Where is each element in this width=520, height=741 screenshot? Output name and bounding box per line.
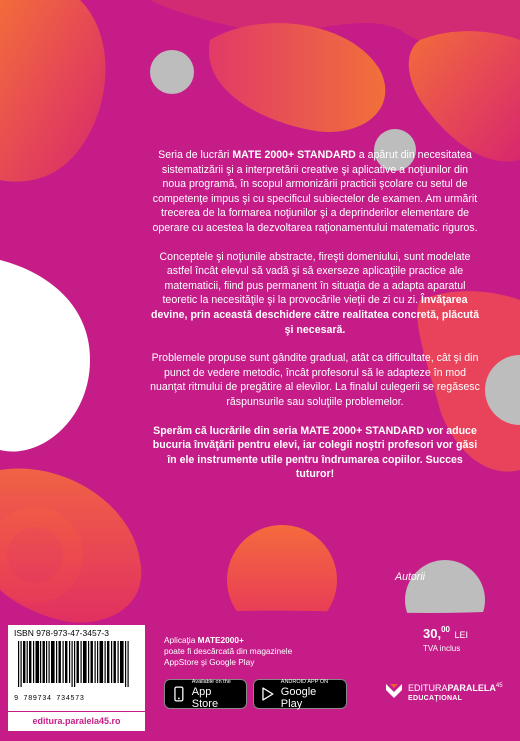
paragraph-3 xyxy=(150,351,480,409)
phone-icon xyxy=(171,686,187,702)
price-decimals: 00 xyxy=(441,625,450,634)
price-main: 30, xyxy=(423,626,442,641)
publisher-name xyxy=(408,683,503,693)
barcode-digits: 9 789734 734573 xyxy=(14,695,85,703)
p2-bold: Învăţarea devine, prin această deschidere către realitatea concretă, plăcută şi necesară. xyxy=(151,294,479,336)
app-line-1-text: Aplicaţia xyxy=(164,635,198,645)
p1-text: Seria de lucrări xyxy=(158,149,233,161)
website-link[interactable]: editura.paralela45.ro xyxy=(8,712,145,731)
isbn-text: ISBN 978-973-47-3457-3 xyxy=(14,628,109,638)
app-store-big: App Store xyxy=(191,685,219,710)
paragraph-2 xyxy=(150,250,480,338)
google-play-small: ANDROID APP ON xyxy=(280,678,329,685)
app-info xyxy=(164,635,292,668)
app-line-2: poate fi descărcată din magazinele xyxy=(164,646,293,656)
publisher-prefix: EDITURA xyxy=(408,683,448,693)
isbn-barcode-box xyxy=(8,625,145,711)
play-icon xyxy=(260,686,276,702)
publisher-chevron-icon xyxy=(384,681,404,703)
authors-signature: Autorii xyxy=(395,571,426,583)
app-line-3: AppStore şi Google Play xyxy=(164,657,255,667)
publisher-brand: PARALELA xyxy=(447,683,496,693)
google-play-big: Google Play xyxy=(280,685,317,710)
paragraph-1 xyxy=(150,148,480,236)
app-line-1 xyxy=(164,635,292,646)
p4-bold: Sperăm că lucrările din seria MATE 2000+ STANDARD vor aduce bucuria învăţării pentru elevi, iar colegii noştri profesori vor găsi în ele instrumente utile pentru îndrumarea copiilor. Succes tuturor! xyxy=(152,424,478,481)
back-cover-text xyxy=(150,148,480,496)
paragraph-4 xyxy=(150,424,480,482)
publisher-logo xyxy=(384,679,514,719)
p2-text: Conceptele şi noţiunile abstracte, fireşti domeniului, sunt modelate astfel încât elevul să vadă şi să exerseze aplicaţiile practice ale matematicii, fiind pus permanent în situaţia de a adapta aparatul teoretic la necesităţile şi la provocările vieţii de zi cu zi. xyxy=(159,250,471,307)
p3-text: Problemele propuse sunt gândite gradual, atât ca dificultate, cât şi din punct de vedere metodic, încât profesorul să le adapteze în mod nuanţat ritmului de pregătire al elevilor. La finalul culegerii se regăsesc răspunsurile sau soluţiile problemelor. xyxy=(150,352,480,408)
google-play-label xyxy=(281,679,340,710)
app-store-label xyxy=(192,679,240,710)
p1-text-cont: a apărut din necesitatea sistematizării şi a interpretării creative şi aplicative a noţiunilor din noua programă, în scopul armonizării practicii şcolare cu setul de competenţe impus şi cu specificul subiectelor de examen. Am urmărit trecerea de la formarea noţiunilor şi a deprinderilor elementare de operare cu acestea la dezvoltarea raţionamentului matematic riguros. xyxy=(152,149,478,234)
publisher-number: 45 xyxy=(495,683,503,689)
publisher-sub: EDUCAŢIONAL xyxy=(408,695,463,702)
barcode xyxy=(14,641,138,695)
app-name: MATE2000+ xyxy=(197,635,244,645)
series-name: MATE 2000+ STANDARD xyxy=(232,149,356,161)
app-store-small: Available on the xyxy=(191,678,231,685)
google-play-button[interactable] xyxy=(253,679,347,709)
price-tag xyxy=(423,625,468,653)
price-tva: TVA inclus xyxy=(423,644,461,653)
app-store-button[interactable] xyxy=(164,679,247,709)
price-currency: LEI xyxy=(454,630,468,640)
